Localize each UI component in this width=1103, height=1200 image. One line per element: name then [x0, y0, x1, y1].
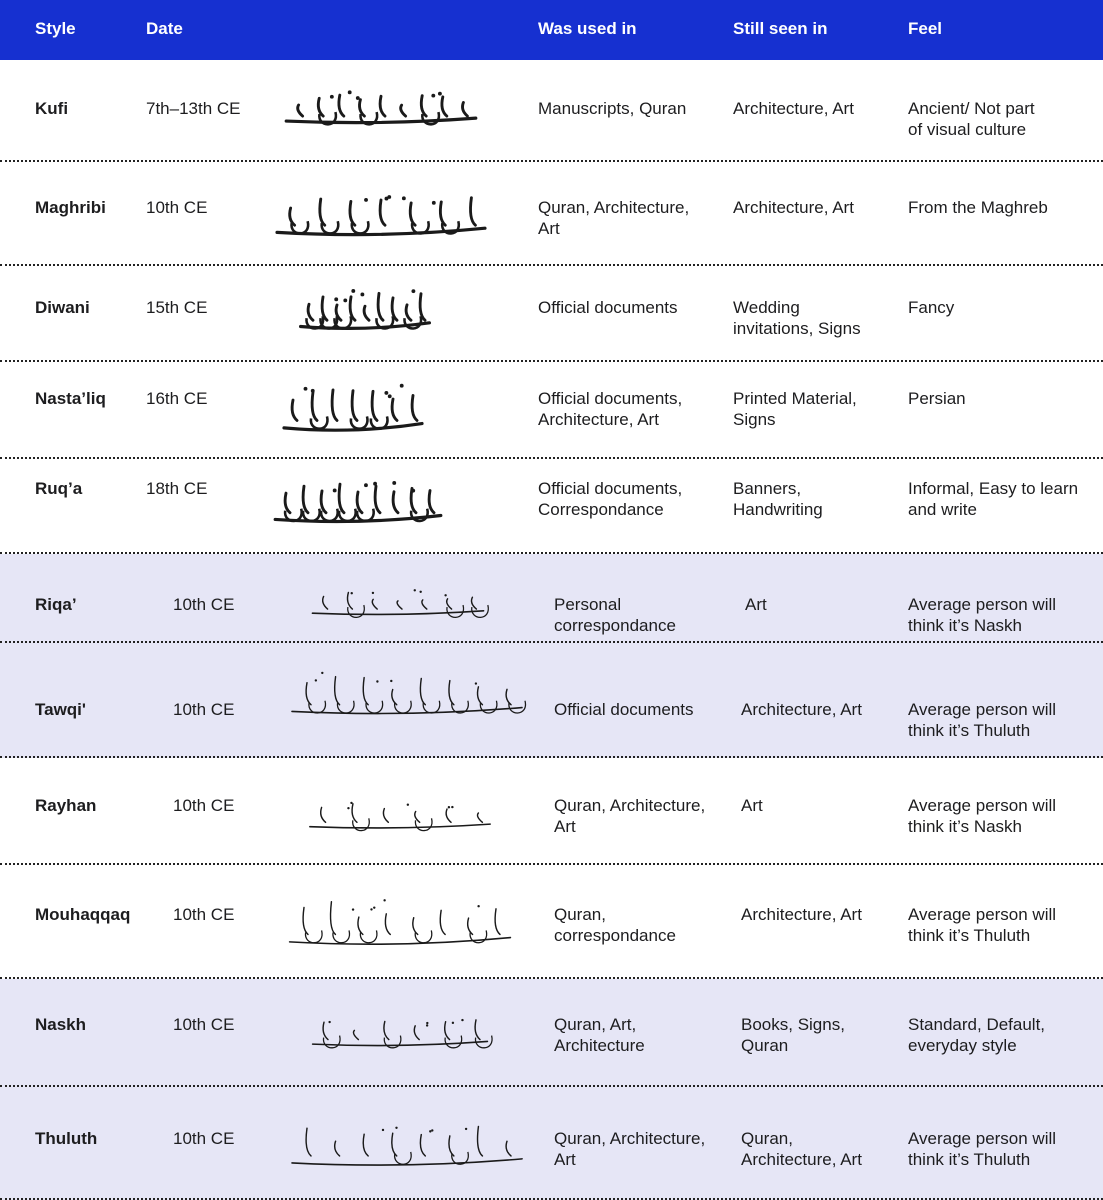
- style-name: Naskh: [35, 1015, 87, 1034]
- mouhaqqaq-calligraphy-sample: [280, 896, 520, 958]
- style-name: Ruq’a: [35, 479, 83, 498]
- still-seen-cell-line: Architecture, Art: [741, 700, 862, 719]
- feel-cell-line: Average person will: [908, 700, 1057, 719]
- used-in-cell-line: Art: [554, 817, 576, 836]
- feel-cell-line: Average person will: [908, 796, 1057, 815]
- used-in-cell-line: Official documents: [538, 298, 678, 317]
- table-row: [0, 459, 1103, 554]
- used-in-cell-line: Quran, Architecture,: [554, 1129, 706, 1148]
- feel-cell-line: Average person will: [908, 595, 1057, 614]
- still-seen-cell: [733, 297, 861, 339]
- ruqa-calligraphy-sample: [268, 478, 448, 534]
- table-row: [0, 554, 1103, 643]
- still-seen-cell-line: Architecture, Art: [741, 1150, 862, 1169]
- table-row: [0, 362, 1103, 459]
- still-seen-cell-line: Wedding: [733, 298, 800, 317]
- table-row: [0, 60, 1103, 162]
- header-used-in: Was used in: [538, 19, 637, 38]
- style-name: Tawqi': [35, 700, 86, 719]
- feel-cell-line: Ancient/ Not part: [908, 99, 1035, 118]
- still-seen-cell: [745, 594, 767, 615]
- header-date: Date: [146, 19, 183, 38]
- used-in-cell-line: correspondance: [554, 616, 676, 635]
- used-in-cell-line: Architecture, Art: [538, 410, 659, 429]
- feel-cell-line: think it’s Thuluth: [908, 721, 1031, 740]
- used-in-cell: [554, 594, 676, 636]
- style-date: 10th CE: [173, 595, 235, 614]
- still-seen-cell-line: Signs: [733, 410, 776, 429]
- style-date: 10th CE: [173, 1015, 235, 1034]
- feel-cell-line: Average person will: [908, 1129, 1057, 1148]
- feel-cell-line: Informal, Easy to learn: [908, 479, 1079, 498]
- used-in-cell-line: Official documents,: [538, 389, 683, 408]
- used-in-cell: [538, 197, 689, 239]
- feel-cell: [908, 795, 1056, 837]
- feel-cell: [908, 388, 966, 409]
- feel-cell: [908, 699, 1056, 741]
- feel-cell: [908, 1014, 1045, 1056]
- style-name: Diwani: [35, 298, 90, 317]
- used-in-cell-line: Official documents,: [538, 479, 683, 498]
- still-seen-cell: [741, 699, 862, 720]
- still-seen-cell: [741, 1128, 862, 1170]
- still-seen-cell: [741, 1014, 845, 1056]
- used-in-cell: [538, 297, 678, 318]
- feel-cell-line: Fancy: [908, 298, 955, 317]
- used-in-cell-line: correspondance: [554, 926, 676, 945]
- style-name: Maghribi: [35, 198, 106, 217]
- still-seen-cell: [741, 904, 862, 925]
- table-row: [0, 266, 1103, 362]
- style-date: 16th CE: [146, 389, 208, 408]
- still-seen-cell-line: Banners,: [733, 479, 802, 498]
- header-still-seen: Still seen in: [733, 19, 828, 38]
- still-seen-cell: [733, 478, 823, 520]
- used-in-cell-line: Personal: [554, 595, 622, 614]
- riqa-calligraphy-sample: [305, 588, 491, 622]
- used-in-cell: [554, 1128, 705, 1170]
- feel-cell-line: Persian: [908, 389, 966, 408]
- style-date: 10th CE: [173, 1129, 235, 1148]
- still-seen-cell-line: Architecture, Art: [741, 905, 862, 924]
- used-in-cell-line: Manuscripts, Quran: [538, 99, 687, 118]
- table-row: [0, 865, 1103, 979]
- style-date: 10th CE: [173, 796, 235, 815]
- still-seen-cell-line: Art: [741, 796, 763, 815]
- feel-cell-line: of visual culture: [908, 120, 1027, 139]
- feel-cell-line: Standard, Default,: [908, 1015, 1046, 1034]
- used-in-cell-line: Art: [538, 219, 560, 238]
- still-seen-cell-line: Architecture, Art: [733, 99, 854, 118]
- feel-cell: [908, 478, 1078, 520]
- table-row: [0, 979, 1103, 1087]
- feel-cell: [908, 297, 954, 318]
- still-seen-cell-line: invitations, Signs: [733, 319, 861, 338]
- style-name: Mouhaqqaq: [35, 905, 131, 924]
- style-date: 18th CE: [146, 479, 208, 498]
- used-in-cell: [554, 795, 705, 837]
- used-in-cell: [554, 699, 694, 720]
- diwani-calligraphy-sample: [295, 288, 435, 340]
- used-in-cell-line: Quran, Architecture,: [538, 198, 690, 217]
- used-in-cell: [554, 1014, 645, 1056]
- nastaliq-calligraphy-sample: [278, 382, 428, 444]
- style-date: 10th CE: [173, 905, 235, 924]
- table-row: [0, 1087, 1103, 1200]
- used-in-cell: [554, 904, 676, 946]
- style-name: Kufi: [35, 99, 69, 118]
- used-in-cell: [538, 478, 682, 520]
- thuluth-calligraphy-sample: [282, 1120, 532, 1178]
- used-in-cell-line: Official documents: [554, 700, 694, 719]
- table-row: [0, 758, 1103, 865]
- used-in-cell-line: Architecture: [554, 1036, 645, 1055]
- kufi-calligraphy-sample: [278, 90, 484, 132]
- still-seen-cell-line: Books, Signs,: [741, 1015, 845, 1034]
- still-seen-cell-line: Handwriting: [733, 500, 823, 519]
- style-date: 10th CE: [146, 198, 208, 217]
- feel-cell-line: Average person will: [908, 905, 1057, 924]
- feel-cell-line: everyday style: [908, 1036, 1017, 1055]
- naskh-calligraphy-sample: [305, 1016, 495, 1054]
- feel-cell: [908, 197, 1048, 218]
- still-seen-cell-line: Quran: [741, 1036, 789, 1055]
- feel-cell-line: think it’s Thuluth: [908, 926, 1031, 945]
- feel-cell-line: think it’s Naskh: [908, 616, 1023, 635]
- used-in-cell-line: Quran, Architecture,: [554, 796, 706, 815]
- table-row: [0, 162, 1103, 266]
- still-seen-cell: [741, 795, 763, 816]
- used-in-cell-line: Art: [554, 1150, 576, 1169]
- still-seen-cell: [733, 197, 854, 218]
- still-seen-cell-line: Quran,: [741, 1129, 793, 1148]
- style-name: Nasta’liq: [35, 389, 106, 408]
- style-date: 15th CE: [146, 298, 208, 317]
- used-in-cell-line: Correspondance: [538, 500, 664, 519]
- table-header: [0, 0, 1103, 60]
- used-in-cell-line: Quran, Art,: [554, 1015, 637, 1034]
- used-in-cell: [538, 98, 686, 119]
- header-feel: Feel: [908, 19, 943, 38]
- feel-cell: [908, 98, 1035, 140]
- style-name: Rayhan: [35, 796, 97, 815]
- table-row: [0, 643, 1103, 758]
- tawqi-calligraphy-sample: [282, 670, 532, 726]
- header-style: Style: [35, 19, 76, 38]
- still-seen-cell: [733, 388, 857, 430]
- style-name: Thuluth: [35, 1129, 98, 1148]
- maghribi-calligraphy-sample: [268, 188, 494, 248]
- feel-cell-line: From the Maghreb: [908, 198, 1048, 217]
- still-seen-cell-line: Art: [745, 595, 767, 614]
- style-name: Riqa’: [35, 595, 77, 614]
- feel-cell-line: think it’s Naskh: [908, 817, 1023, 836]
- feel-cell: [908, 904, 1056, 946]
- feel-cell-line: think it’s Thuluth: [908, 1150, 1031, 1169]
- rayhan-calligraphy-sample: [302, 800, 498, 836]
- still-seen-cell: [733, 98, 854, 119]
- used-in-cell: [538, 388, 682, 430]
- feel-cell-line: and write: [908, 500, 977, 519]
- feel-cell: [908, 594, 1056, 636]
- feel-cell: [908, 1128, 1056, 1170]
- still-seen-cell-line: Printed Material,: [733, 389, 857, 408]
- still-seen-cell-line: Architecture, Art: [733, 198, 854, 217]
- used-in-cell-line: Quran,: [554, 905, 606, 924]
- style-date: 7th–13th CE: [146, 99, 241, 118]
- style-date: 10th CE: [173, 700, 235, 719]
